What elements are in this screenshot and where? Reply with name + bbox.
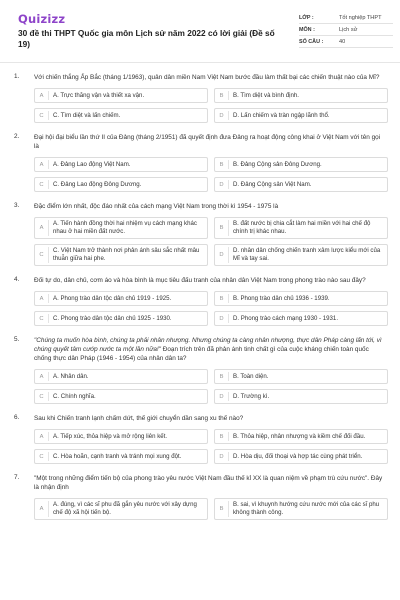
question-text: Đối tự do, dân chủ, cơm áo và hòa bình là mục tiêu đấu tranh của nhân dân Việt Nam trong phong trào nào sau đây? [34, 277, 366, 284]
meta-label: LỚP : [299, 14, 314, 21]
option-letter: A [35, 91, 49, 100]
option-letter: D [215, 180, 229, 189]
option-text: C. Phong trào dân tộc dân chủ 1925 - 1930. [53, 314, 172, 322]
option-letter: A [35, 372, 49, 381]
option-letter: C [35, 247, 49, 263]
meta-row-count [299, 36, 393, 48]
answer-option-b[interactable] [214, 291, 388, 306]
answer-options [34, 498, 386, 520]
answer-option-a[interactable] [34, 88, 208, 103]
option-letter: A [35, 294, 49, 303]
option-letter: C [35, 180, 49, 189]
question-number: 5. [14, 336, 20, 343]
meta-label: MÔN : [299, 26, 315, 33]
option-text: B. Phong trào dân chủ 1936 - 1939. [233, 294, 330, 302]
question-number: 4. [14, 276, 20, 283]
worksheet-meta [299, 12, 393, 48]
answer-option-c[interactable] [34, 108, 208, 123]
question-2 [0, 133, 400, 192]
question-text: "Một trong những điểm tiến bộ của phong trào yêu nước Việt Nam đầu thế kỉ XX là quan niệm về phạm trù cứu nước". Đây là nhận định [34, 475, 383, 491]
option-text: B. đất nước bị chia cắt làm hai miền với hai chế độ chính trị khác nhau. [233, 220, 371, 235]
answer-options [34, 157, 386, 192]
question-number: 3. [14, 202, 20, 209]
answer-option-c[interactable] [34, 244, 208, 266]
question-body: Đoạn trích trên đã phản ánh tinh chất gì của cuộc kháng chiến toàn quốc chống thực dân Pháp (1946 - 1954) của nhân dân ta? [34, 346, 369, 362]
option-text: B. Toàn diện. [233, 372, 269, 380]
answer-option-d[interactable] [214, 389, 388, 404]
worksheet-title: 30 đề thi THPT Quốc gia môn Lịch sử năm 2022 có lời giải (Đề số 19) [18, 28, 275, 49]
answer-option-a[interactable] [34, 369, 208, 384]
question-number: 7. [14, 474, 20, 481]
answer-option-b[interactable] [214, 369, 388, 384]
option-letter: A [35, 160, 49, 169]
option-letter: D [215, 111, 229, 120]
option-letter: A [35, 501, 49, 517]
option-text: B. sai, vì khuynh hướng cứu nước mới của các sĩ phu không thành công. [233, 501, 380, 516]
meta-label: SỐ CÂU : [299, 38, 324, 45]
option-letter: D [215, 392, 229, 401]
option-text: A. Tiến hành đồng thời hai nhiệm vụ cách mạng khác nhau ở hai miền đất nước. [53, 220, 197, 235]
option-letter: D [215, 314, 229, 323]
answer-options [34, 217, 386, 266]
question-number: 6. [14, 414, 20, 421]
answer-option-a[interactable] [34, 498, 208, 520]
question-3 [0, 202, 400, 266]
meta-value: 40 [339, 38, 346, 45]
answer-option-c[interactable] [34, 389, 208, 404]
answer-option-d[interactable] [214, 177, 388, 192]
question-7 [0, 474, 400, 520]
option-letter: C [35, 452, 49, 461]
answer-option-b[interactable] [214, 88, 388, 103]
option-text: C. Đảng Lao động Đông Dương. [53, 180, 142, 188]
answer-option-c[interactable] [34, 449, 208, 464]
option-text: D. Lấn chiếm và tràn ngập lãnh thổ. [233, 111, 330, 119]
option-text: D. nhân dân chống chiến tranh xâm lược kiểu mới của Mĩ và tay sai. [233, 247, 381, 262]
option-text: A. Trực thăng vận và thiết xa vận. [53, 91, 145, 99]
answer-option-c[interactable] [34, 311, 208, 326]
option-text: D. Đảng Cộng sản Việt Nam. [233, 180, 312, 188]
question-text: Với chiến thắng Ấp Bắc (tháng 1/1963), quân dân miền Nam Việt Nam bước đầu làm thất bại các chiến thuật nào của Mĩ? [34, 74, 380, 81]
option-text: D. Trường kì. [233, 392, 270, 400]
question-text [34, 336, 386, 363]
answer-option-a[interactable] [34, 217, 208, 239]
option-text: A. Phong trào dân tộc dân chủ 1919 - 1925. [53, 294, 172, 302]
quizizz-logo: Quizizz [18, 12, 66, 26]
question-number: 1. [14, 73, 20, 80]
answer-option-a[interactable] [34, 157, 208, 172]
answer-options [34, 429, 386, 464]
option-letter: D [215, 247, 229, 263]
answer-option-d[interactable] [214, 108, 388, 123]
answer-option-c[interactable] [34, 177, 208, 192]
meta-value: Lịch sử [339, 26, 358, 33]
option-text: C. Tìm diệt và lấn chiếm. [53, 111, 121, 119]
option-text: B. Đảng Cộng sản Đông Dương. [233, 160, 322, 168]
option-text: D. Phong trào cách mạng 1930 - 1931. [233, 314, 339, 322]
question-1 [0, 73, 400, 123]
option-text: C. Hòa hoãn, cạnh tranh và tránh mọi xung đột. [53, 452, 182, 460]
answer-option-b[interactable] [214, 429, 388, 444]
answer-option-d[interactable] [214, 244, 388, 266]
answer-option-d[interactable] [214, 449, 388, 464]
question-4 [0, 276, 400, 326]
answer-option-d[interactable] [214, 311, 388, 326]
option-text: C. Việt Nam trở thành nơi phản ánh sâu sắc nhất mâu thuẫn giữa hai phe. [53, 247, 200, 262]
option-letter: B [215, 91, 229, 100]
question-text: Đặc điểm lớn nhất, độc đáo nhất của cách mạng Việt Nam trong thời kì 1954 - 1975 là [34, 203, 279, 210]
option-letter: C [35, 314, 49, 323]
option-text: B. Tìm diệt và bình định. [233, 91, 299, 99]
answer-option-b[interactable] [214, 498, 388, 520]
question-list [0, 73, 400, 530]
option-text: A. Đảng Lao động Việt Nam. [53, 160, 131, 168]
option-letter: A [35, 220, 49, 236]
answer-option-a[interactable] [34, 291, 208, 306]
option-letter: B [215, 160, 229, 169]
question-text: Sau khi Chiến tranh lạnh chấm dứt, thế giới chuyển dần sang xu thế nào? [34, 415, 244, 422]
worksheet-header [12, 10, 388, 58]
question-5 [0, 336, 400, 404]
option-text: B. Thỏa hiệp, nhân nhượng và kiềm chế đối đầu. [233, 432, 366, 440]
option-text: A. đúng, vì các sĩ phu đã gắn yêu nước với xây dựng chế độ xã hội tiến bộ. [53, 501, 197, 516]
question-quote: "Chúng ta muốn hòa bình, chúng ta phải nhân nhượng. Nhưng chúng ta càng nhân nhượng, thực dân Pháp càng lấn tới, vì chúng quyết tâm cướp nước ta một lần nữa!" [34, 337, 382, 353]
option-letter: C [35, 111, 49, 120]
option-letter: A [35, 432, 49, 441]
meta-value: Tốt nghiệp THPT [339, 14, 382, 21]
option-letter: B [215, 501, 229, 517]
meta-row-subject [299, 24, 393, 36]
answer-option-b[interactable] [214, 157, 388, 172]
header-divider [0, 62, 400, 63]
answer-option-a[interactable] [34, 429, 208, 444]
answer-options [34, 88, 386, 123]
option-text: C. Chính nghĩa. [53, 392, 96, 400]
option-text: A. Nhân dân. [53, 372, 89, 380]
answer-option-b[interactable] [214, 217, 388, 239]
answer-options [34, 291, 386, 326]
option-text: D. Hòa dịu, đối thoại và hợp tác cùng phát triển. [233, 452, 363, 460]
meta-row-class [299, 12, 393, 24]
option-text: A. Tiếp xúc, thỏa hiệp và mở rộng liên kết. [53, 432, 168, 440]
option-letter: C [35, 392, 49, 401]
question-6 [0, 414, 400, 464]
answer-options [34, 369, 386, 404]
question-number: 2. [14, 133, 20, 140]
question-text: Đại hội đại biểu lần thứ II của Đảng (tháng 2/1951) đã quyết định đưa Đảng ra hoạt động công khai ở Việt Nam với tên gọi là [34, 134, 381, 150]
option-letter: D [215, 452, 229, 461]
option-letter: B [215, 432, 229, 441]
option-letter: B [215, 220, 229, 236]
option-letter: B [215, 294, 229, 303]
option-letter: B [215, 372, 229, 381]
